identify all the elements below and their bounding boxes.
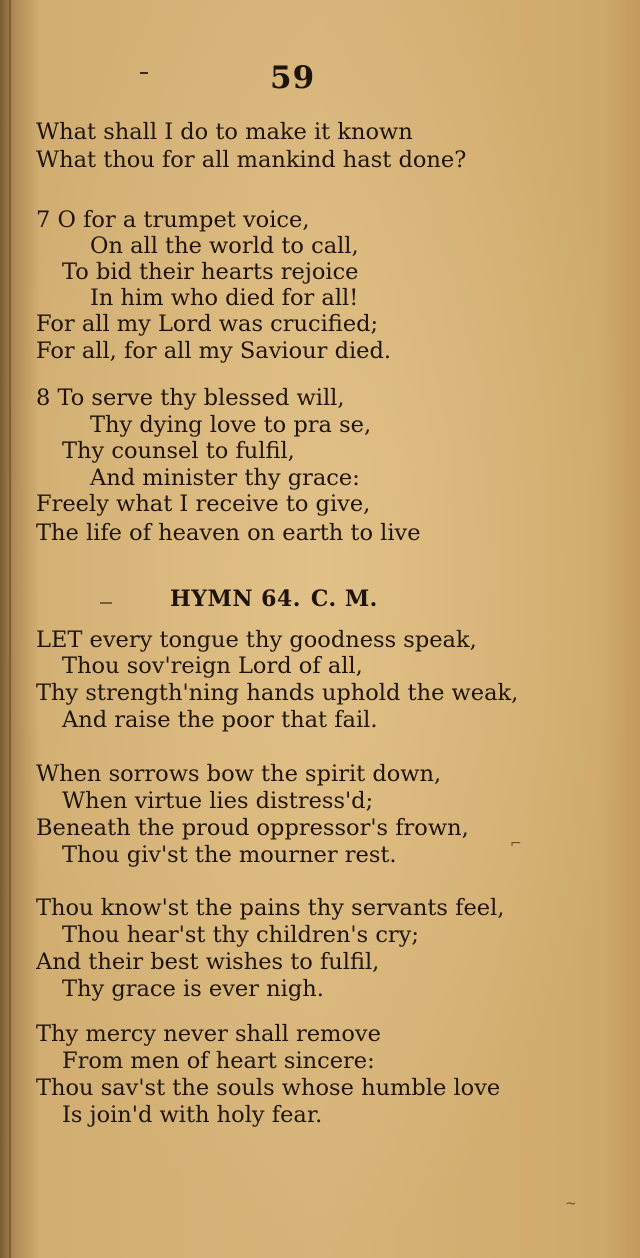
verse-line: Thou know'st the pains thy servants feel, — [36, 895, 505, 921]
verse-line: Is join'd with holy fear. — [62, 1102, 323, 1128]
verse-line: And their best wishes to fulfil, — [36, 949, 380, 975]
verse-line: 7 O for a trumpet voice, — [36, 207, 310, 233]
verse-line: Freely what I receive to give, — [36, 491, 371, 517]
page-gutter-shadow — [9, 0, 11, 1258]
verse-line: And raise the poor that fail. — [62, 707, 378, 733]
verse-line: When sorrows bow the spirit down, — [36, 761, 442, 787]
hymn-meter: C. M. — [310, 586, 378, 612]
verse-line: To bid their hearts rejoice — [62, 259, 359, 285]
verse-line: Thou giv'st the mourner rest. — [62, 842, 397, 868]
verse-line: For all, for all my Saviour died. — [36, 338, 392, 364]
verse-line: And minister thy grace: — [90, 465, 360, 491]
title-dash — [100, 602, 112, 604]
verse-line: Thy dying love to pra se, — [90, 412, 372, 438]
verse-line: Beneath the proud oppressor's frown, — [36, 815, 469, 841]
page-number: 59 — [270, 60, 316, 96]
verse-line: LET every tongue thy goodness speak, — [36, 627, 477, 653]
hymn-title — [170, 586, 388, 612]
verse-line: Thy counsel to fulfil, — [62, 438, 295, 464]
ink-mark: ⌐ — [510, 836, 522, 852]
verse-line: Thou sov'reign Lord of all, — [62, 653, 363, 679]
verse-line: On all the world to call, — [90, 233, 359, 259]
header-dash — [140, 72, 148, 74]
verse-line: Thou sav'st the souls whose humble love — [36, 1075, 501, 1101]
verse-line: What thou for all mankind hast done? — [36, 147, 467, 173]
verse-line: From men of heart sincere: — [62, 1048, 375, 1074]
hymn-number: HYMN 64. — [170, 586, 301, 612]
verse-line: Thy mercy never shall remove — [36, 1021, 381, 1047]
verse-line: Thy grace is ever nigh. — [62, 976, 324, 1002]
verse-line: For all my Lord was crucified; — [36, 311, 379, 337]
verse-line: Thy strength'ning hands uphold the weak, — [36, 680, 519, 706]
verse-line: 8 To serve thy blessed will, — [36, 385, 345, 411]
verse-line: What shall I do to make it known — [36, 119, 413, 145]
verse-line: In him who died for all! — [90, 285, 359, 311]
verse-line: Thou hear'st thy children's cry; — [62, 922, 419, 948]
verse-line: When virtue lies distress'd; — [62, 788, 374, 814]
ink-mark: ~ — [565, 1196, 577, 1212]
verse-line: The life of heaven on earth to live — [36, 520, 421, 546]
